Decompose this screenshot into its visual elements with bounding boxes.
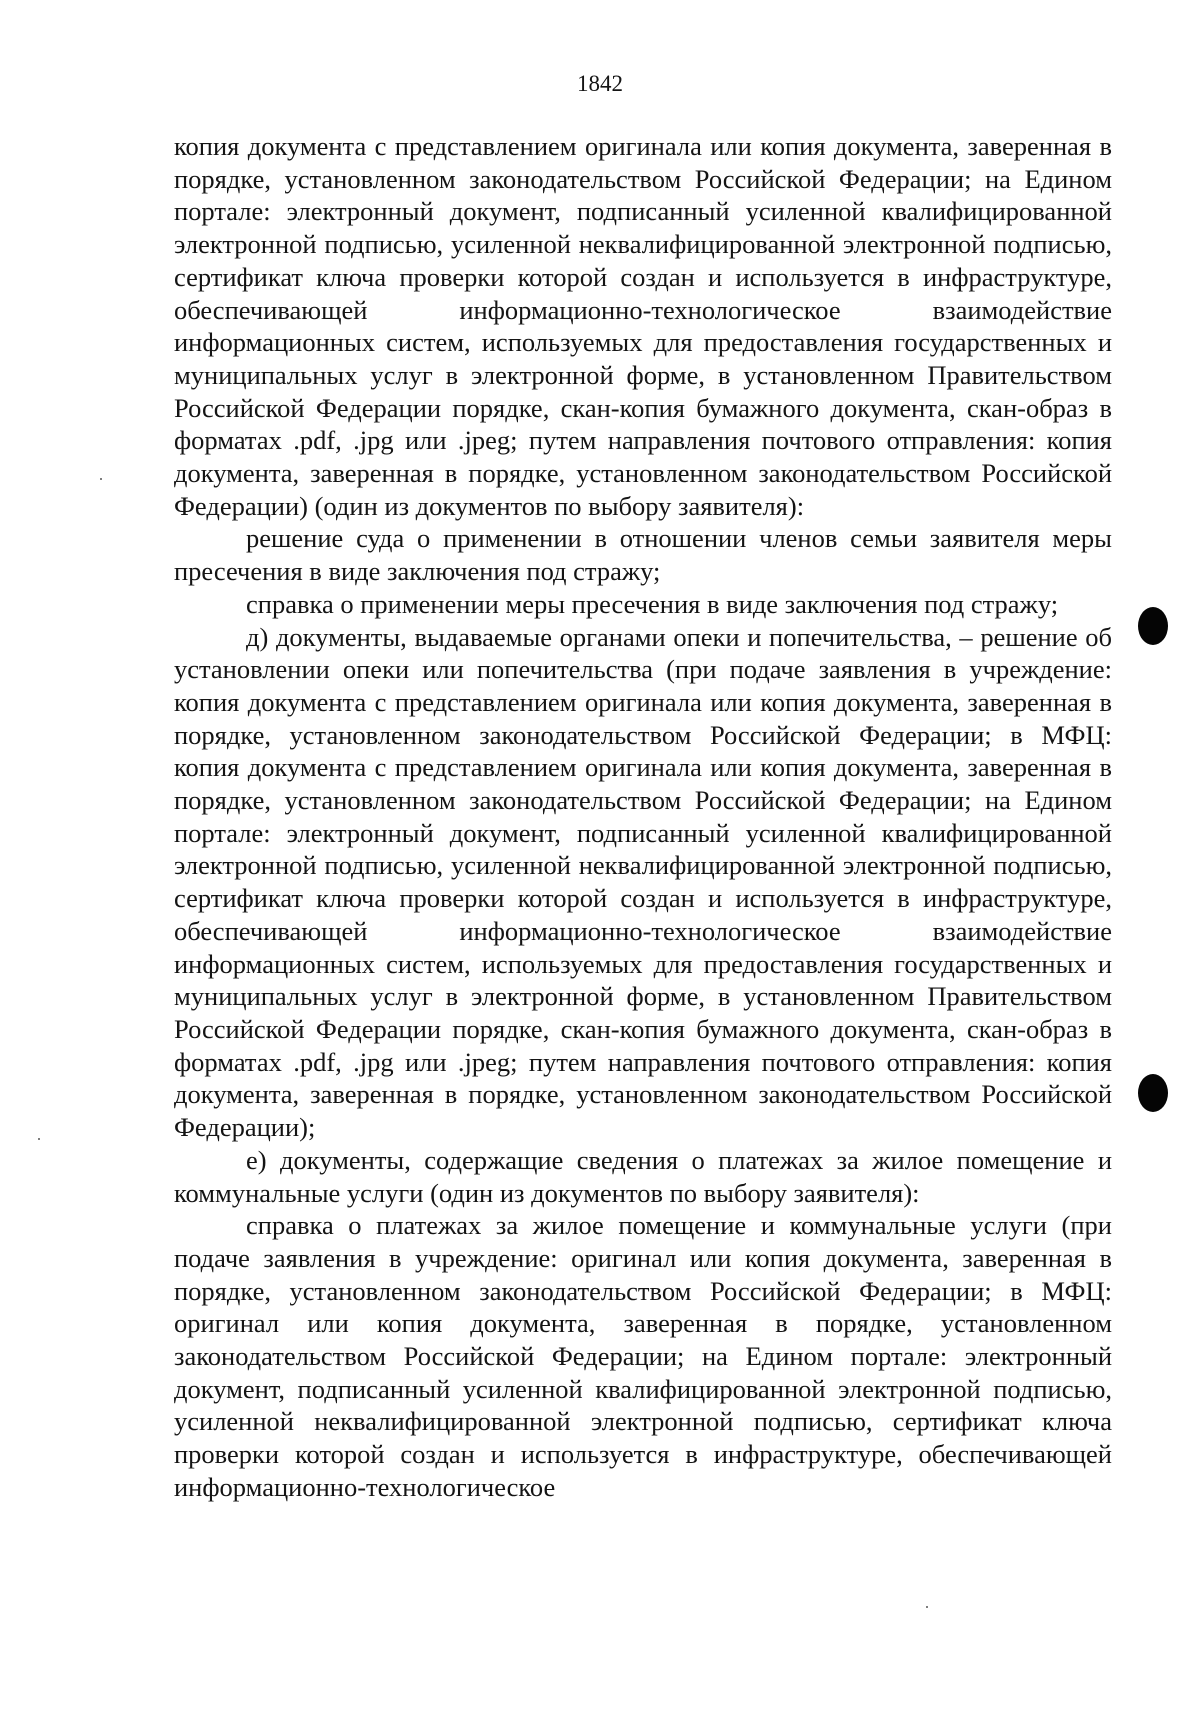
paragraph-detention-certificate: справка о применении меры пресечения в виде заключения под стражу; xyxy=(246,588,1059,619)
page-number: 1842 xyxy=(577,71,623,96)
punch-hole-lower xyxy=(1138,1074,1168,1112)
paragraph-guardianship-documents: д) документы, выдаваемые органами опеки и попечительства, – решение об установлении опеки или попечительства (при подаче заявления в учреждение: копия документа с представлением оригинала или копия документа, заверенная в порядке, установленном законодательством Российской Федерации; в МФЦ: копия документа с представлением оригинала или копия документа, заверенная в порядке, установленном законодательством Российской Федерации; на Едином портале: электронный документ, подписанный усиленной квалифицированной электронной подписью, усиленной неквалифицированной электронной подписью, сертификат ключа проверки которой создан и используется в инфраструктуре, обеспечивающей информационно-технологическое взаимодействие информационных систем, используемых для предоставления государственных и муниципальных услуг в электронной форме, в установленном Правительством Российской Федерации порядке, скан-копия бумажного документа, скан-образ в форматах .pdf, .jpg или .jpeg; путем направления почтового отправления: копия документа, заверенная в порядке, установленном законодательством Российской Федерации); xyxy=(174,621,1112,1143)
punch-hole-upper xyxy=(1138,607,1168,645)
paragraph-payment-certificate: справка о платежах за жилое помещение и коммунальные услуги (при подаче заявления в учреждение: оригинал или копия документа, заверенная в порядке, установленном законодательством Российской Федерации; в МФЦ: оригинал или копия документа, заверенная в порядке, установленном законодательством Российской Федерации; на Едином портале: электронный документ, подписанный усиленной квалифицированной электронной подписью, усиленной неквалифицированной электронной подписью, сертификат ключа проверки которой создан и используется в инфраструктуре, обеспечивающей информационно-технологическое xyxy=(174,1210,1112,1502)
scan-speck xyxy=(100,478,102,480)
paragraph-continuation: копия документа с представлением оригинала или копия документа, заверенная в порядке, установленном законодательством Российской Федерации; на Едином портале: электронный документ, подписанный усиленной квалифицированной электронной подписью, усиленной неквалифицированной электронной подписью, сертификат ключа проверки которой создан и используется в инфраструктуре, обеспечивающей информационно-технологическое взаимодействие информационных систем, используемых для предоставления государственных и муниципальных услуг в электронной форме, в установленном Правительством Российской Федерации порядке, скан-копия бумажного документа, скан-образ в форматах .pdf, .jpg или .jpeg; путем направления почтового отправления: копия документа, заверенная в порядке, установленном законодательством Российской Федерации) (один из документов по выбору заявителя): xyxy=(174,131,1112,521)
scan-speck xyxy=(926,1606,928,1608)
paragraph-court-decision: решение суда о применении в отношении членов семьи заявителя меры пресечения в виде заключения под стражу; xyxy=(174,523,1112,587)
scan-speck xyxy=(38,1138,40,1140)
document-body xyxy=(174,130,1112,1504)
paragraph-payment-documents: е) документы, содержащие сведения о платежах за жилое помещение и коммунальные услуги (один из документов по выбору заявителя): xyxy=(174,1144,1112,1208)
